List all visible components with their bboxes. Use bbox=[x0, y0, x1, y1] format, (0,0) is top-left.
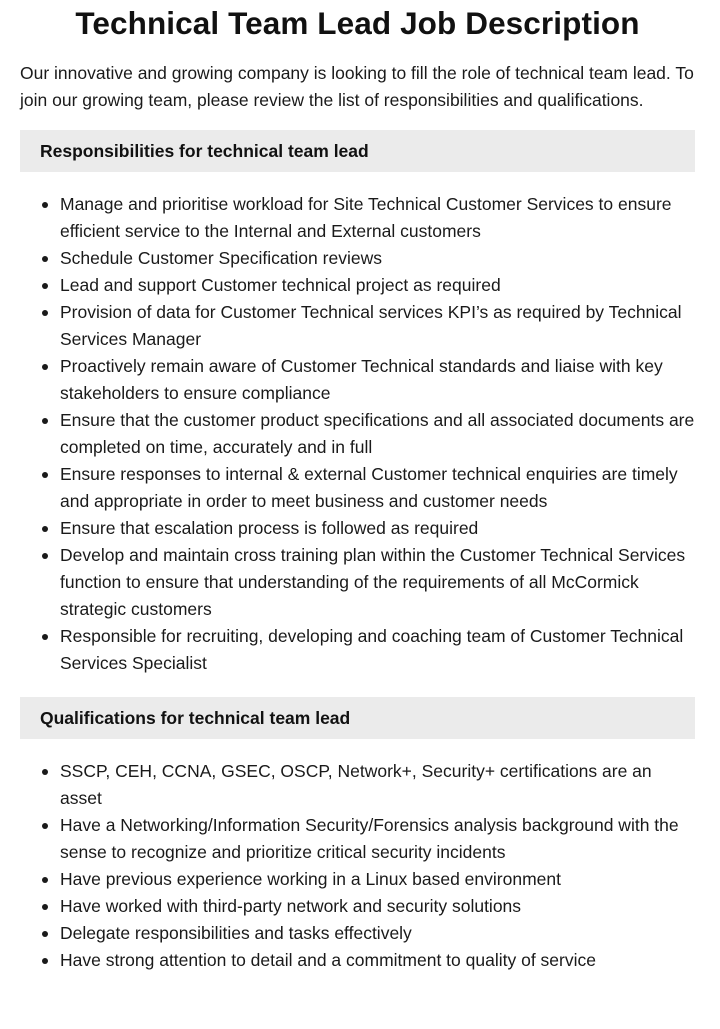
list-item bbox=[60, 623, 695, 677]
bullet-icon bbox=[42, 202, 48, 208]
bullet-icon bbox=[42, 931, 48, 937]
list-item-text: Ensure responses to internal & external Customer technical enquiries are timely and appropriate in order to meet business and customer needs bbox=[60, 464, 678, 511]
list-item-text: Ensure that escalation process is followed as required bbox=[60, 518, 479, 538]
bullet-icon bbox=[42, 418, 48, 424]
bullet-icon bbox=[42, 958, 48, 964]
bullet-icon bbox=[42, 877, 48, 883]
bullet-icon bbox=[42, 634, 48, 640]
responsibilities-heading: Responsibilities for technical team lead bbox=[40, 141, 369, 161]
list-item bbox=[60, 947, 695, 974]
list-item bbox=[60, 893, 695, 920]
list-item-text: Provision of data for Customer Technical services KPI’s as required by Technical Services Manager bbox=[60, 302, 682, 349]
responsibilities-header bbox=[20, 130, 695, 172]
bullet-icon bbox=[42, 283, 48, 289]
list-item bbox=[60, 542, 695, 623]
list-item-text: Lead and support Customer technical project as required bbox=[60, 275, 501, 295]
bullet-icon bbox=[42, 769, 48, 775]
list-item bbox=[60, 272, 695, 299]
list-item-text: SSCP, CEH, CCNA, GSEC, OSCP, Network+, Security+ certifications are an asset bbox=[60, 761, 652, 808]
list-item bbox=[60, 407, 695, 461]
bullet-icon bbox=[42, 310, 48, 316]
bullet-icon bbox=[42, 364, 48, 370]
list-item-text: Develop and maintain cross training plan within the Customer Technical Services function to ensure that understanding of the requirements of all McCormick strategic customers bbox=[60, 545, 686, 619]
list-item-text: Delegate responsibilities and tasks effectively bbox=[60, 923, 412, 943]
list-item bbox=[60, 515, 695, 542]
bullet-icon bbox=[42, 904, 48, 910]
list-item bbox=[60, 245, 695, 272]
bullet-icon bbox=[42, 553, 48, 559]
list-item-text: Ensure that the customer product specifications and all associated documents are completed on time, accurately and in full bbox=[60, 410, 695, 457]
list-item bbox=[60, 191, 695, 245]
qualifications-list bbox=[20, 758, 695, 974]
list-item-text: Schedule Customer Specification reviews bbox=[60, 248, 382, 268]
bullet-icon bbox=[42, 256, 48, 262]
list-item bbox=[60, 353, 695, 407]
list-item bbox=[60, 758, 695, 812]
list-item bbox=[60, 812, 695, 866]
list-item-text: Proactively remain aware of Customer Technical standards and liaise with key stakeholders to ensure compliance bbox=[60, 356, 663, 403]
list-item-text: Responsible for recruiting, developing and coaching team of Customer Technical Services Specialist bbox=[60, 626, 684, 673]
qualifications-header bbox=[20, 697, 695, 739]
intro-paragraph: Our innovative and growing company is looking to fill the role of technical team lead. To join our growing team, please review the list of responsibilities and qualifications. bbox=[20, 63, 694, 110]
bullet-icon bbox=[42, 472, 48, 478]
responsibilities-list bbox=[20, 191, 695, 677]
list-item-text: Have a Networking/Information Security/Forensics analysis background with the sense to recognize and prioritize critical security incidents bbox=[60, 815, 679, 862]
list-item-text: Manage and prioritise workload for Site Technical Customer Services to ensure efficient service to the Internal and External customers bbox=[60, 194, 672, 241]
list-item bbox=[60, 299, 695, 353]
page-title: Technical Team Lead Job Description bbox=[75, 5, 640, 41]
list-item bbox=[60, 920, 695, 947]
list-item-text: Have worked with third-party network and security solutions bbox=[60, 896, 522, 916]
qualifications-heading: Qualifications for technical team lead bbox=[40, 708, 351, 728]
bullet-icon bbox=[42, 823, 48, 829]
bullet-icon bbox=[42, 526, 48, 532]
list-item-text: Have previous experience working in a Linux based environment bbox=[60, 869, 561, 889]
list-item-text: Have strong attention to detail and a commitment to quality of service bbox=[60, 950, 596, 970]
list-item bbox=[60, 461, 695, 515]
list-item bbox=[60, 866, 695, 893]
